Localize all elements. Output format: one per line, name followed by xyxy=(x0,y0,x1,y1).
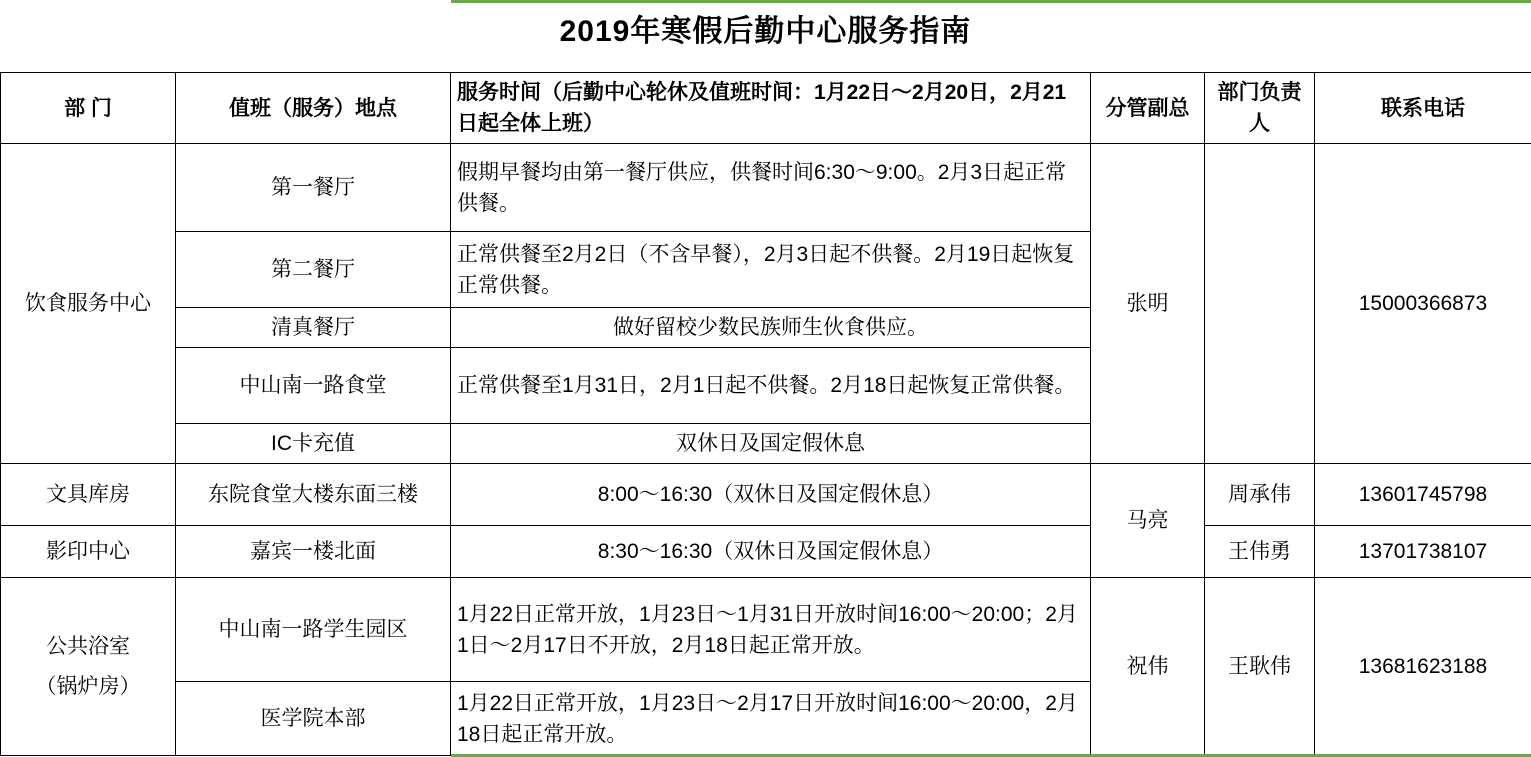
table-body xyxy=(1,144,1531,756)
header-phone: 联系电话 xyxy=(1315,73,1531,144)
table-header xyxy=(1,73,1531,144)
cell-service: 正常供餐至2月2日（不含早餐），2月3日起不供餐。2月19日起恢复正常供餐。 xyxy=(451,232,1091,308)
cell-vice-president: 张明 xyxy=(1091,144,1205,464)
cell-vice-president: 马亮 xyxy=(1091,464,1205,578)
department-line-1: 公共浴室 xyxy=(46,634,130,658)
cell-location: 中山南一路食堂 xyxy=(176,348,451,424)
header-location: 值班（服务）地点 xyxy=(176,73,451,144)
service-guide-table xyxy=(0,72,1531,756)
cell-department: 文具库房 xyxy=(1,464,176,526)
cell-vice-president: 祝伟 xyxy=(1091,578,1205,756)
cell-location: 第二餐厅 xyxy=(176,232,451,308)
cell-service: 假期早餐均由第一餐厅供应，供餐时间6:30～9:00。2月3日起正常供餐。 xyxy=(451,144,1091,232)
cell-location: 第一餐厅 xyxy=(176,144,451,232)
department-line-2: （锅炉房） xyxy=(35,674,141,698)
cell-phone: 15000366873 xyxy=(1315,144,1531,464)
cell-service: 8:00～16:30（双休日及国定假休息） xyxy=(451,464,1091,526)
page-title: 2019年寒假后勤中心服务指南 xyxy=(559,15,972,48)
cell-location: 中山南一路学生园区 xyxy=(176,578,451,682)
header-vice-president: 分管副总 xyxy=(1091,73,1205,144)
table-row xyxy=(1,144,1531,232)
cell-service: 8:30～16:30（双休日及国定假休息） xyxy=(451,526,1091,578)
cell-location: 医学院本部 xyxy=(176,682,451,756)
cell-phone: 13601745798 xyxy=(1315,464,1531,526)
header-service-time: 服务时间（后勤中心轮休及值班时间：1月22日～2月20日，2月21日起全体上班） xyxy=(451,73,1091,144)
cell-location: 东院食堂大楼东面三楼 xyxy=(176,464,451,526)
top-accent-rule xyxy=(451,0,1531,3)
cell-manager: 王耿伟 xyxy=(1205,578,1315,756)
header-row xyxy=(1,73,1531,144)
cell-department: 饮食服务中心 xyxy=(1,144,176,464)
cell-service: 双休日及国定假休息 xyxy=(451,424,1091,464)
cell-manager xyxy=(1205,144,1315,464)
cell-phone: 13701738107 xyxy=(1315,526,1531,578)
cell-service: 做好留校少数民族师生伙食供应。 xyxy=(451,308,1091,348)
cell-phone: 13681623188 xyxy=(1315,578,1531,756)
cell-manager: 周承伟 xyxy=(1205,464,1315,526)
cell-manager: 王伟勇 xyxy=(1205,526,1315,578)
header-manager: 部门负责人 xyxy=(1205,73,1315,144)
header-department: 部 门 xyxy=(1,73,176,144)
cell-location: IC卡充值 xyxy=(176,424,451,464)
table-row xyxy=(1,464,1531,526)
cell-department xyxy=(1,578,176,756)
cell-service: 1月22日正常开放，1月23日～1月31日开放时间16:00～20:00；2月1日～2月17日不开放，2月18日起正常开放。 xyxy=(451,578,1091,682)
table-row xyxy=(1,578,1531,682)
cell-location: 清真餐厅 xyxy=(176,308,451,348)
table-row xyxy=(1,526,1531,578)
cell-department: 影印中心 xyxy=(1,526,176,578)
cell-location: 嘉宾一楼北面 xyxy=(176,526,451,578)
cell-service: 正常供餐至1月31日，2月1日起不供餐。2月18日起恢复正常供餐。 xyxy=(451,348,1091,424)
cell-service: 1月22日正常开放，1月23日～2月17日开放时间16:00～20:00，2月18日起正常开放。 xyxy=(451,682,1091,756)
